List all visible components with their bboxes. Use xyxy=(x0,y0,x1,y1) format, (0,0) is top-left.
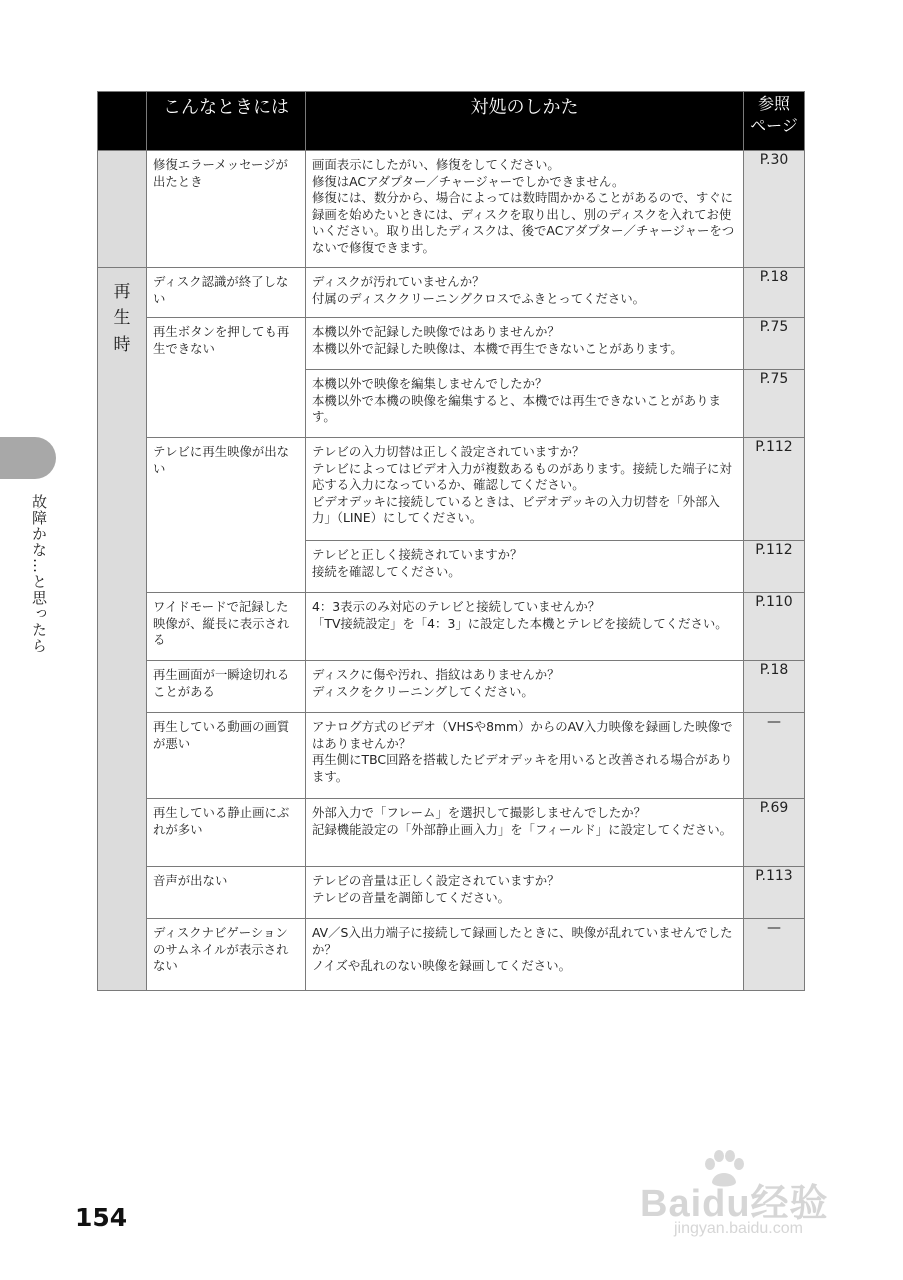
fix-cell xyxy=(306,713,744,799)
ref-page-cell: P.110 xyxy=(744,593,805,661)
fix-line: 画面表示にしたがい、修復をしてください。 xyxy=(312,157,560,172)
table-row xyxy=(98,867,805,919)
ref-page-cell: P.69 xyxy=(744,799,805,867)
table-row xyxy=(98,919,805,991)
watermark-brand: Baidu经验 xyxy=(640,1183,829,1225)
condition-cell: 再生ボタンを押しても再生できない xyxy=(147,318,306,438)
fix-line: テレビの入力切替は正しく設定されていますか？ xyxy=(312,444,585,459)
fix-line: 記録機能設定の「外部静止画入力」を「フィールド」に設定してください。 xyxy=(312,821,733,837)
fix-line: テレビの音量は正しく設定されていますか？ xyxy=(312,873,560,888)
section-tab xyxy=(0,437,56,479)
table-row xyxy=(98,438,805,541)
fix-cell xyxy=(306,268,744,318)
table-row xyxy=(98,151,805,268)
fix-cell xyxy=(306,541,744,593)
condition-cell: ディスク認識が終了しない xyxy=(147,268,306,318)
fix-line: ディスクをクリーニングしてください。 xyxy=(312,683,534,699)
fix-line: AV／S入出力端子に接続して録画したときに、映像が乱れていませんでしたか？ xyxy=(312,925,733,957)
table-row xyxy=(98,713,805,799)
fix-line: ディスクが汚れていませんか？ xyxy=(312,274,485,289)
fix-cell xyxy=(306,151,744,268)
fix-line: テレビの音量を調節してください。 xyxy=(312,889,511,905)
condition-cell: 再生している動画の画質が悪い xyxy=(147,713,306,799)
table-row xyxy=(98,268,805,318)
condition-cell: ディスクナビゲーションのサムネイルが表示されない xyxy=(147,919,306,991)
fix-line: 再生側にTBC回路を搭載したビデオデッキを用いると改善される場合があります。 xyxy=(312,752,733,784)
condition-cell: テレビに再生映像が出ない xyxy=(147,438,306,593)
fix-line: 修復はACアダプター／チャージャーでしかできません。 xyxy=(312,173,625,189)
header-ref xyxy=(744,92,805,151)
ref-page-cell: P.112 xyxy=(744,541,805,593)
header-blank xyxy=(98,92,147,151)
fix-line: 「TV接続設定」を「4：3」に設定した本機とテレビを接続してください。 xyxy=(312,615,728,631)
watermark-url: jingyan.baidu.com xyxy=(674,1220,803,1237)
table-row xyxy=(98,593,805,661)
table-row xyxy=(98,799,805,867)
ref-page-cell: P.75 xyxy=(744,318,805,370)
page-number: 154 xyxy=(75,1203,128,1232)
fix-line: 本機以外で記録した映像ではありませんか？ xyxy=(312,324,560,339)
ref-page-cell: P.18 xyxy=(744,661,805,713)
ref-page-cell: P.30 xyxy=(744,151,805,268)
ref-page-cell: P.113 xyxy=(744,867,805,919)
fix-cell xyxy=(306,318,744,370)
fix-cell xyxy=(306,661,744,713)
ref-page-cell: P.112 xyxy=(744,438,805,541)
fix-line: 本機以外で記録した映像は、本機で再生できないことがあります。 xyxy=(312,340,683,356)
fix-line: ディスクに傷や汚れ、指紋はありませんか？ xyxy=(312,667,560,682)
fix-line: アナログ方式のビデオ（VHSや8mm）からのAV入力映像を録画した映像ではありませんか？ xyxy=(312,719,733,751)
fix-line: 本機以外で映像を編集しませんでしたか？ xyxy=(312,376,548,391)
table-header-row xyxy=(98,92,805,151)
category-cell xyxy=(98,268,147,991)
fix-line: 本機以外で本機の映像を編集すると、本機では再生できないことがあります。 xyxy=(312,392,721,424)
ref-page-cell: P.18 xyxy=(744,268,805,318)
fix-line: 接続を確認してください。 xyxy=(312,563,461,579)
fix-line: ビデオデッキに接続しているときは、ビデオデッキの入力切替を「外部入力」（LINE）にしてください。 xyxy=(312,493,720,525)
ref-page-cell: P.75 xyxy=(744,370,805,438)
baidu-watermark xyxy=(640,1150,870,1250)
fix-line: テレビと正しく接続されていますか？ xyxy=(312,547,523,562)
fix-line: 4：3表示のみ対応のテレビと接続していませんか？ xyxy=(312,599,601,614)
table-row xyxy=(98,318,805,370)
ref-page-cell: — xyxy=(744,713,805,799)
fix-cell xyxy=(306,919,744,991)
header-ref-line1: 参照 xyxy=(757,94,790,113)
ref-page-cell: — xyxy=(744,919,805,991)
category-cell-blank xyxy=(98,151,147,268)
troubleshooting-table xyxy=(97,91,805,991)
condition-cell: 再生画面が一瞬途切れることがある xyxy=(147,661,306,713)
condition-cell: ワイドモードで記録した映像が、縦長に表示される xyxy=(147,593,306,661)
header-ref-line2: ページ xyxy=(750,116,798,136)
fix-cell xyxy=(306,593,744,661)
fix-line: 修復には、数分から、場合によっては数時間かかることがあるので、すぐに録画を始めたいときには、ディスクを取り出し、別のディスクを入れてお使いください。取り出したディスクは、後でACアダプター／チャージャーをつないで修復できます。 xyxy=(312,190,735,255)
fix-cell xyxy=(306,438,744,541)
header-when: こんなときには xyxy=(147,92,306,151)
fix-cell xyxy=(306,799,744,867)
condition-cell: 再生している静止画にぶれが多い xyxy=(147,799,306,867)
fix-line: 外部入力で「フレーム」を選択して撮影しませんでしたか？ xyxy=(312,805,647,820)
condition-cell: 修復エラーメッセージが出たとき xyxy=(147,151,306,268)
condition-cell: 音声が出ない xyxy=(147,867,306,919)
fix-cell xyxy=(306,370,744,438)
fix-line: ノイズや乱れのない映像を録画してください。 xyxy=(312,958,571,973)
fix-line: テレビによってはビデオ入力が複数あるものがあります。接続した端子に対応する入力になっているか、確認してください。 xyxy=(312,460,732,492)
section-label: 故障かな…と思ったら xyxy=(30,494,48,654)
header-fix: 対処のしかた xyxy=(306,92,744,151)
fix-line: 付属のディスククリーニングクロスでふきとってください。 xyxy=(312,290,646,306)
table-row xyxy=(98,661,805,713)
category-label: 再生時 xyxy=(113,282,131,355)
fix-cell xyxy=(306,867,744,919)
